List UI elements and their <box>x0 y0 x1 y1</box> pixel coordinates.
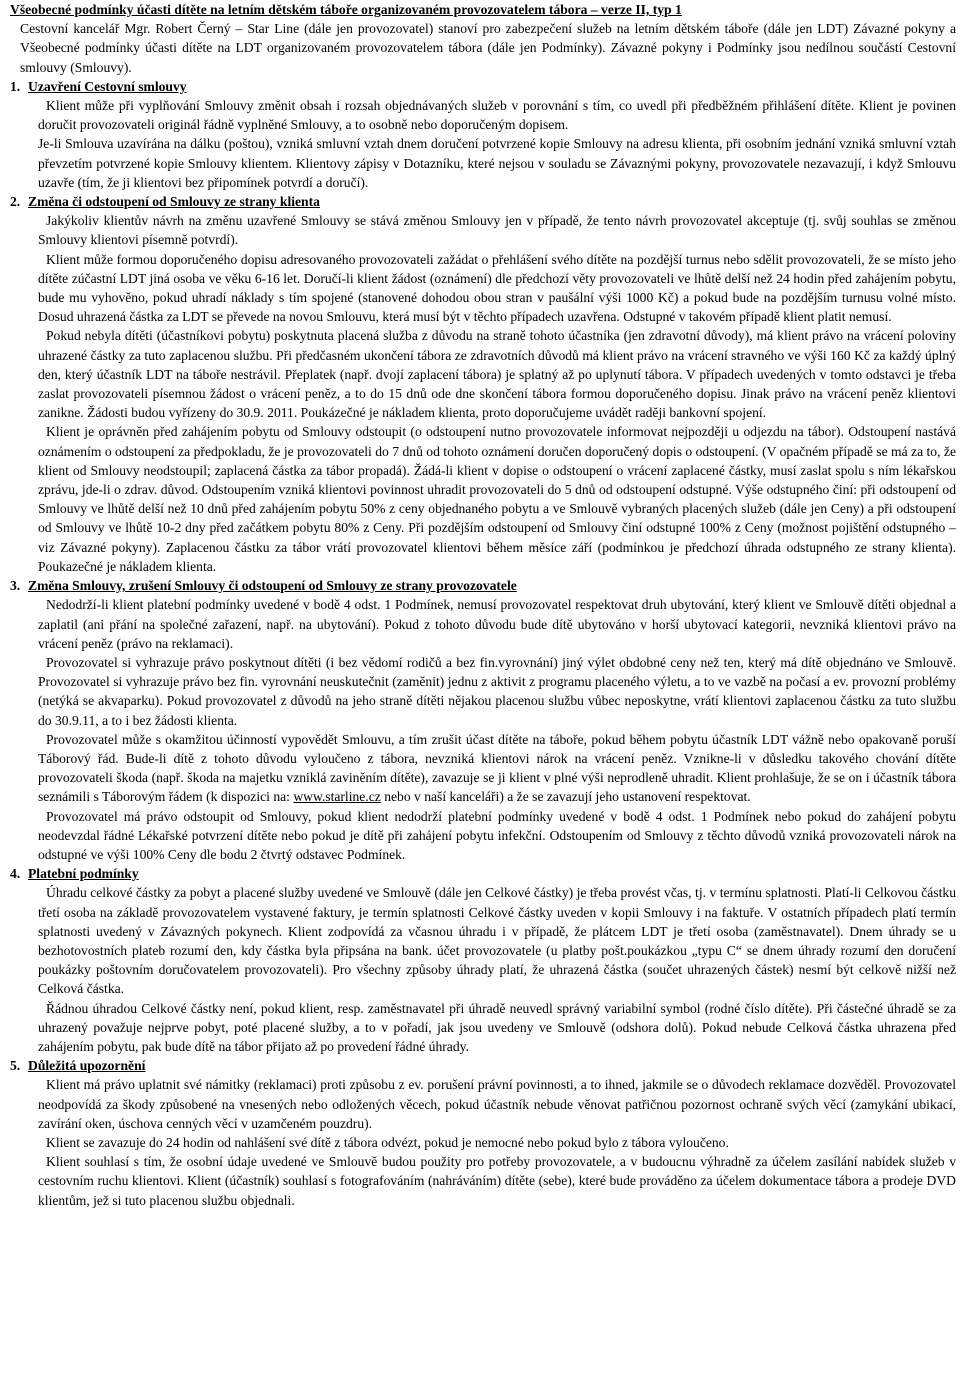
section-label: Změna či odstoupení od Smlouvy ze strany klienta <box>28 194 320 210</box>
section-1-heading <box>10 77 956 96</box>
section-5-body <box>10 1075 956 1209</box>
section-1-body <box>10 96 956 192</box>
document-title: Všeobecné podmínky účasti dítěte na letním dětském táboře organizovaném provozovatelem tábora – verze II, typ 1 <box>10 2 682 17</box>
section-3-body <box>10 595 956 864</box>
section-label: Změna Smlouvy, zrušení Smlouvy či odstoupení od Smlouvy ze strany provozovatele <box>28 578 517 594</box>
paragraph <box>38 730 956 807</box>
paragraph: Klient má právo uplatnit své námitky (reklamaci) proti způsobu z ev. porušení právní povinnosti, a to ihned, jakmile se o důvodech reklamace dozvěděl. Provozovatel neodpovídá za škody způsobené na vnesených nebo odložených věcech, pokud účastník nebude věnovat patřičnou pozornost ochraně svých věcí (zamykání ubikací, zavírání oken, úschova cenných věcí v uzamčeném pouzdru). <box>38 1077 956 1131</box>
paragraph-text: Provozovatel může s okamžitou účinností vypovědět Smlouvu, a tím zrušit účast dítěte na táboře, pokud během pobytu účastník LDT vážně nebo opakovaně poruší Táborový řád. Bude-li dítě z tohoto důvodu vyloučeno z tábora, nevzniká klientovi nárok na vrácení peněz. Vznikne-li v důsledku takového chování dítěte provozovateli škoda (např. škoda na majetku vzniklá zaviněním dítěte), zavazuje se ji klient v plné výši neprodleně uhradit. Klient prohlašuje, že se on i účastník tábora seznámili s Táborovým řádem (k dispozici na: <box>38 731 956 805</box>
section-4-heading <box>10 864 956 883</box>
paragraph: Klient je oprávněn před zahájením pobytu od Smlouvy odstoupit (o odstoupení nutno provozovatele informovat nejpozději u odjezdu na tábor). Odstoupení nastává oznámením o odstoupení za předpokladu, že je provozovateli do 7 dnů od tohoto oznámení doručen doporučený dopis o odstoupení. (V opačném případě se má za to, že klient od Smlouvy neodstoupil; zaplacená částka za tábor propadá). Žádá-li klient v dopise o odstoupení o vrácení zaplacené částky, musí zaslat spolu s ním lékařskou zprávu, jde-li o zdrav. důvod. Odstoupením vzniká klientovi povinnost uhradit provozovateli do 5 dnů od odstoupení odstupné. Výše odstupného činí: při odstoupení od Smlouvy ve lhůtě delší než 10 dnů před zahájením pobytu 50% z ceny objednaného pobytu a ve Smlouvě vybraných placených služeb (dále jen Ceny) a při odstoupení od Smlouvy ve lhůtě 10-2 dny před začátkem pobytu 80% z Ceny. Při pozdějším odstoupení od Smlouvy činí odstupné 100% z Ceny (možnost pojištění odstupného – viz Závazné pokyny). Zaplacenou částku za tábor vrátí provozovatel klientovi během měsíce září (podmínkou je předchozí úhrada odstupného ze strany klienta). Poukazečné je nákladem klienta. <box>38 424 956 574</box>
paragraph: Klient může formou doporučeného dopisu adresovaného provozovateli zažádat o přehlášení svého dítěte na pozdější turnus nebo sdělit provozovateli, že se místo jeho dítěte zúčastní LDT jiná osoba ve věku 6-16 let. Doručí-li klient žádost (oznámení) dle předchozí věty provozovateli ve lhůtě delší než 24 hodin před zahájením pobytu, bude mu vyhověno, pokud uhradí náklady s tím spojené (stanovené dohodou obou stran v paušální výši 1000 Kč) a pokud bude na pozdějším turnusu volné místo. Dosud uhrazená částka za LDT se převede na novou Smlouvu, která musí být v těchto případech uzavřena. Odstupné v takovém případě klient platit nemusí. <box>38 251 956 325</box>
paragraph: Klient se zavazuje do 24 hodin od nahlášení své dítě z tábora odvézt, pokud je nemocné nebo pokud bylo z tábora vyloučeno. <box>46 1134 729 1150</box>
paragraph: Úhradu celkové částky za pobyt a placené služby uvedené ve Smlouvě (dále jen Celkové částky) je třeba provést včas, tj. v termínu splatnosti. Platí-li Celkovou částku třetí osoba na základě provozovatelem vystavené faktury, je termín splatnosti Celkové částky uveden v kopii Smlouvy i na faktuře. V ostatních případech platí termín splatnosti uvedený v Závazných pokynech. Klient zodpovídá za včasnou úhradu i v případě, že plátcem LDT je třetí osoba (zaměstnavatel). Dnem úhrady se u bezhotovostních plateb rozumí den, kdy částka byla připsána na bank. účet provozovatele (u platby pošt.poukázkou „typu C“ se dnem úhrady rozumí den doručení poukázky poštovním doručovatelem provozovateli). Pro všechny způsoby úhrady platí, že uhrazená částka (součet uhrazených částek) nesmí být celkově nižší než Celková částka. <box>38 885 956 997</box>
section-2-body <box>10 211 956 576</box>
paragraph: Jakýkoliv klientův návrh na změnu uzavřené Smlouvy se stává změnou Smlouvy jen v případě, že tento návrh provozovatel akceptuje (tj. svůj souhlas se změnou Smlouvy klientovi písemně potvrdí). <box>38 213 956 248</box>
section-2-heading <box>10 192 956 211</box>
section-label: Důležitá upozornění <box>28 1058 146 1074</box>
section-label: Platební podmínky <box>28 866 139 882</box>
section-4-body <box>10 883 956 1056</box>
section-label: Uzavření Cestovní smlouvy <box>28 78 187 94</box>
section-number: 4. <box>10 866 21 882</box>
paragraph: Provozovatel má právo odstoupit od Smlouvy, pokud klient nedodrží platební podmínky uvedené v bodě 4 odst. 1 Podmínek nebo pokud do zahájení pobytu neodevzdal řádné Lékařské potvrzení dítěte nebo pokud je dítě při zahájení pobytu infekční. Odstoupením od Smlouvy z těchto důvodů vzniká provozovateli nárok na odstupné ve výši 100% Ceny dle bodu 2 čtvrtý odstavec Podmínek. <box>38 808 956 862</box>
paragraph: Klient může při vyplňování Smlouvy změnit obsah i rozsah objednávaných služeb v porovnání s tím, co uvedl při předběžném přihlášení dítěte. Klient je povinen doručit provozovateli originál řádně vyplněné Smlouvy, a to osobně nebo doporučeným dopisem. <box>38 98 956 133</box>
paragraph: Pokud nebyla dítěti (účastníkovi pobytu) poskytnuta placená služba z důvodu na straně tohoto účastníka (jen zdravotní důvody), má klient právo na vrácení poloviny uhrazené částky za tuto zaplacenou službu. Při předčasném ukončení tábora ze zdravotních důvodů má klient právo na vrácení stravného ve výši 160 Kč za každý úplný den, který účastník LDT na táboře nestrávil. Přeplatek (např. dvojí zaplacení tábora) je splatný až po uplynutí tábora. V případech uvedených v tomto odstavci je třeba zaslat provozovateli písemnou žádost o vrácení peněz, a to do 15 dnů ode dne skončení tábora formou doporučeného dopisu. Jinak právo na vrácení peněz klientovi zanikne. Žádosti budou vyřízeny do 30.9. 2011. Poukázečné je nákladem klienta, proto doporučujeme uvádět raději bankovní spojení. <box>38 328 956 421</box>
paragraph: Nedodrží-li klient platební podmínky uvedené v bodě 4 odst. 1 Podmínek, nemusí provozovatel respektovat druh ubytování, který klient ve Smlouvě dítěti objednal a zaplatil (ani přání na společné zařazení, např. na ubytování). Pokud z tohoto důvodu bude dítě ubytováno v horší ubytovací kategorii, nevzniká klientovi právo na vrácení peněz (právo na reklamaci). <box>38 597 956 651</box>
section-number: 5. <box>10 1058 21 1074</box>
section-3-heading <box>10 576 956 595</box>
paragraph: Provozovatel si vyhrazuje právo poskytnout dítěti (i bez vědomí rodičů a bez fin.vyrovnání) jiný výlet obdobné ceny než ten, který má dítě objednáno ve Smlouvě. Provozovatel si vyhrazuje právo bez fin. vyrovnání neuskutečnit (zaměnit) jednu z aktivit z programu placeného výletu, a to ve vazbě na počasí a ev. provozní problémy (netýká se akvaparku). Pokud provozovatel z důvodů na jeho straně dítěti nějakou placenou službu vůbec neposkytne, vrátí klientovi zaplacenou částku za tuto službu do 30.9.11, a to i bez žádosti klienta. <box>38 654 956 728</box>
starline-link[interactable]: www.starline.cz <box>293 789 381 805</box>
section-number: 3. <box>10 578 21 594</box>
section-5-heading <box>10 1056 956 1075</box>
paragraph-text: nebo v naší kanceláři) a že se zavazují jeho ustanovení respektovat. <box>384 789 751 805</box>
section-number: 2. <box>10 194 21 210</box>
paragraph: Je-li Smlouva uzavírána na dálku (poštou), vzniká smluvní vztah dnem doručení potvrzené kopie Smlouvy na adresu klienta, při osobním jednání vzniká smluvní vztah převzetím potvrzené kopie Smlouvy klientem. Klientovy zápisy v Dotazníku, které nejsou v souladu se Závaznými pokyny, provozovatele nezavazují, i když Smlouvu uzavře (tím, že ji klientovi bez připomínek potvrdí a doručí). <box>38 136 956 190</box>
paragraph: Klient souhlasí s tím, že osobní údaje uvedené ve Smlouvě budou použity pro potřeby provozovatele, a v budoucnu výhradně za účelem zasílání nabídek služeb v cestovním ruchu klientovi. Klient (účastník) souhlasí s fotografováním (nahráváním) dítěte (sebe), které bude prováděno za účelem dokumentace tábora a prodeje DVD klientům, jež si tuto placenou službu objednali. <box>38 1154 956 1208</box>
section-number: 1. <box>10 78 21 94</box>
paragraph: Řádnou úhradou Celkové částky není, pokud klient, resp. zaměstnavatel při úhradě neuvedl správný variabilní symbol (rodné číslo dítěte). Při částečné úhradě se za uhrazený považuje nejprve pobyt, poté placené služby, a to v pořadí, jak jsou uvedeny ve Smlouvě (odshora dolů). Pokud nebude Celková částka uhrazena před zahájením pobytu, pak bude dítě na tábor přijato až po provedení řádné úhrady. <box>38 1000 956 1054</box>
intro-paragraph: Cestovní kancelář Mgr. Robert Černý – Star Line (dále jen provozovatel) stanoví pro zabezpečení služeb na letním dětském táboře (dále jen LDT) Závazné pokyny a Všeobecné podmínky účasti dítěte na LDT organizovaném provozovatelem tábora (dále jen Podmínky). Závazné pokyny i Podmínky jsou nedílnou součástí Cestovní smlouvy (Smlouvy). <box>20 21 956 75</box>
